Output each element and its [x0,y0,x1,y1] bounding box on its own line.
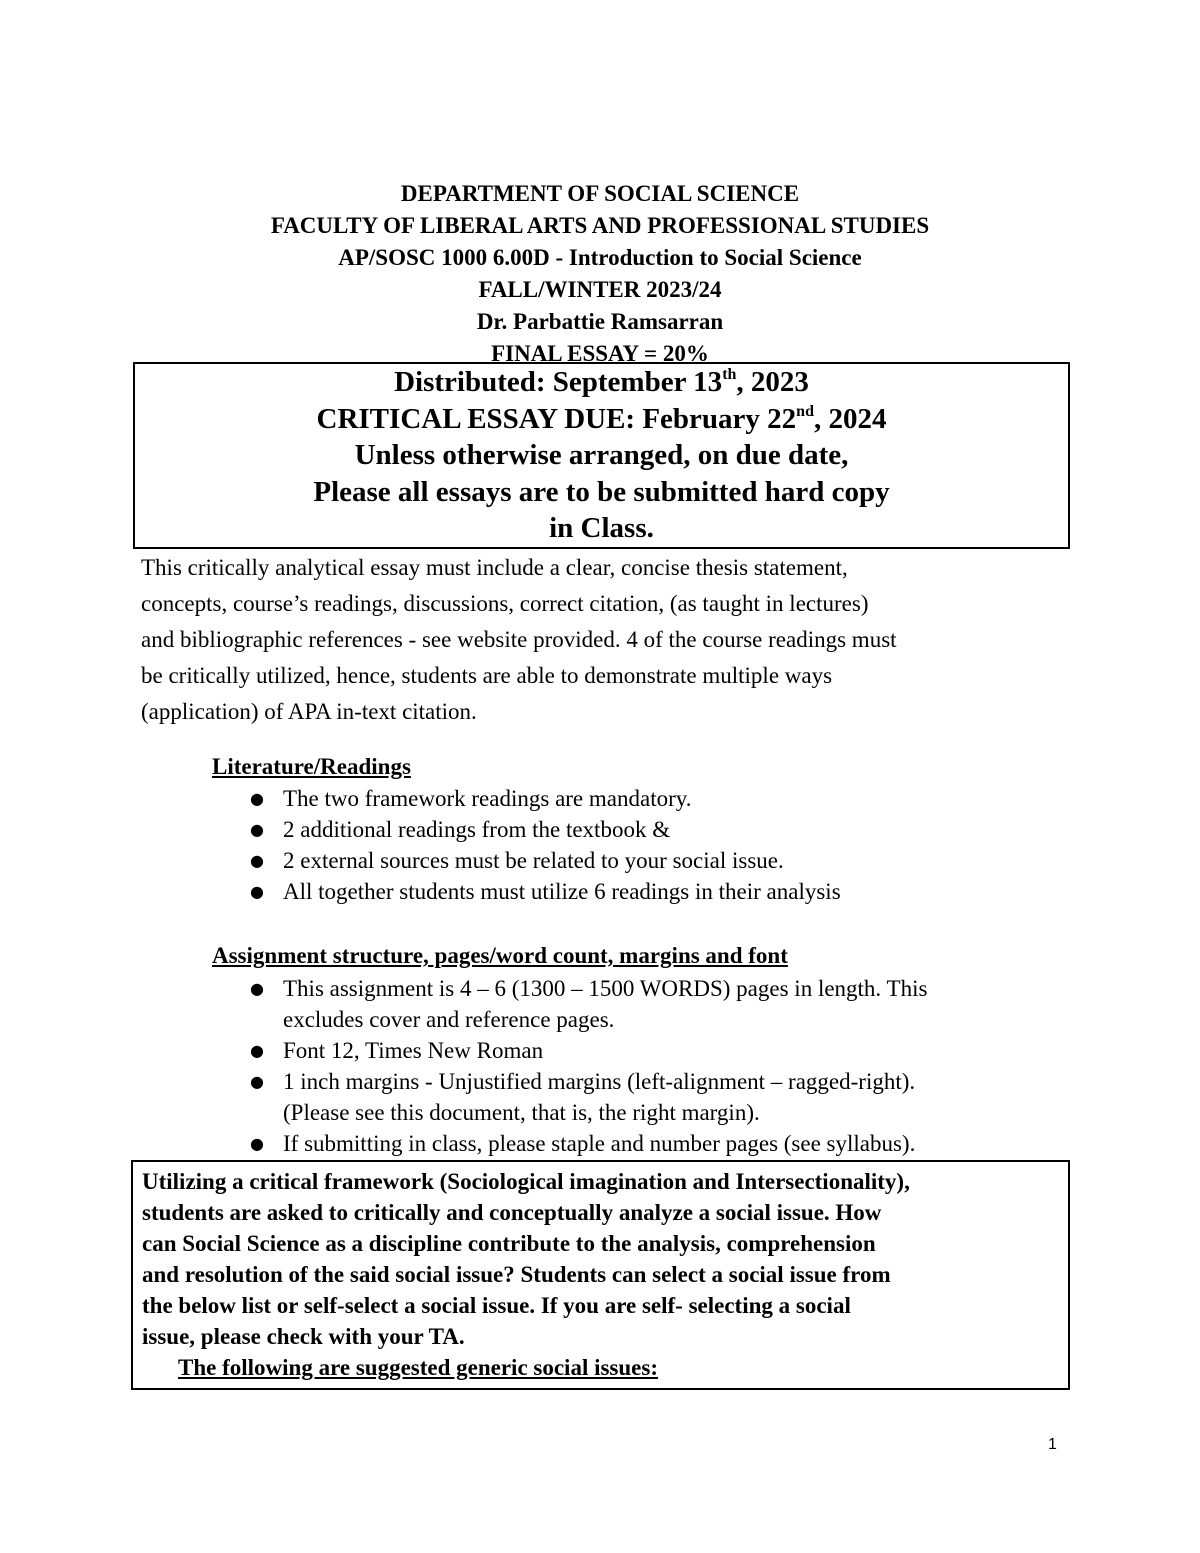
course-header [0,178,1200,370]
page-number: 1 [1048,1436,1057,1453]
list-item: ● 2 external sources must be related to your social issue. [0,845,841,876]
list-item: ● If submitting in class, please staple and number pages (see syllabus). [0,1128,927,1159]
submission-location: in Class. [549,512,654,544]
list-item: ● 1 inch margins - Unjustified margins (left-alignment – ragged-right). [0,1066,927,1097]
instructor-line: Dr. Parbattie Ramsarran [476,309,724,334]
term-line: FALL/WINTER 2023/24 [478,277,722,302]
bullet-icon: ● [250,1134,264,1153]
framework-line: issue, please check with your TA. [142,1324,465,1349]
list-item: ● 2 additional readings from the textbook & [0,814,841,845]
bullet-icon: ● [250,979,264,998]
bullet-icon: ● [250,789,264,808]
framework-line: Utilizing a critical framework (Sociological imagination and Intersectionality), [142,1169,910,1194]
list-item: ● All together students must utilize 6 readings in their analysis [0,876,841,907]
bullet-icon: ● [250,882,264,901]
bullet-icon: ● [250,1072,264,1091]
intro-line: (application) of APA in-text citation. [141,699,477,724]
suggested-issues-heading: The following are suggested generic social issues: [178,1355,658,1380]
bullet-icon: ● [250,1041,264,1060]
intro-line: be critically utilized, hence, students are able to demonstrate multiple ways [141,663,833,688]
framework-line: and resolution of the said social issue? Students can select a social issue from [142,1262,891,1287]
faculty-line: FACULTY OF LIBERAL ARTS AND PROFESSIONAL STUDIES [270,213,930,238]
intro-line: concepts, course’s readings, discussions, correct citation, (as taught in lectures) [141,591,869,616]
distributed-date: Distributed: September 13th, 2023 [394,366,809,398]
course-code-line: AP/SOSC 1000 6.00D - Introduction to Social Science [338,245,862,270]
structure-heading: Assignment structure, pages/word count, margins and font [212,943,788,968]
dates-box [133,362,1070,549]
bullet-icon: ● [250,820,264,839]
due-date: CRITICAL ESSAY DUE: February 22nd, 2024 [316,402,887,435]
list-item-continuation: (Please see this document, that is, the right margin). [283,1100,760,1125]
structure-list [0,973,927,1159]
list-item-continuation: excludes cover and reference pages. [283,1007,615,1032]
framework-line: the below list or self-select a social issue. If you are self- selecting a social [142,1293,851,1318]
framework-box [131,1160,1070,1390]
arrangement-note: Unless otherwise arranged, on due date, [354,439,849,471]
list-item: ● Font 12, Times New Roman [0,1035,927,1066]
bullet-icon: ● [250,851,264,870]
intro-paragraph [141,550,1081,730]
submission-note: Please all essays are to be submitted hard copy [313,475,890,508]
list-item: ● This assignment is 4 – 6 (1300 – 1500 WORDS) pages in length. This [0,973,927,1004]
weight-line: FINAL ESSAY = 20% [491,341,709,366]
literature-list [0,783,841,907]
intro-line: This critically analytical essay must include a clear, concise thesis statement, [141,555,848,580]
intro-line: and bibliographic references - see website provided. 4 of the course readings must [141,627,897,652]
framework-line: can Social Science as a discipline contribute to the analysis, comprehension [142,1231,876,1256]
list-item: ● The two framework readings are mandatory. [0,783,841,814]
literature-heading: Literature/Readings [212,754,411,779]
department-line: DEPARTMENT OF SOCIAL SCIENCE [400,181,800,206]
framework-line: students are asked to critically and conceptually analyze a social issue. How [142,1200,882,1225]
